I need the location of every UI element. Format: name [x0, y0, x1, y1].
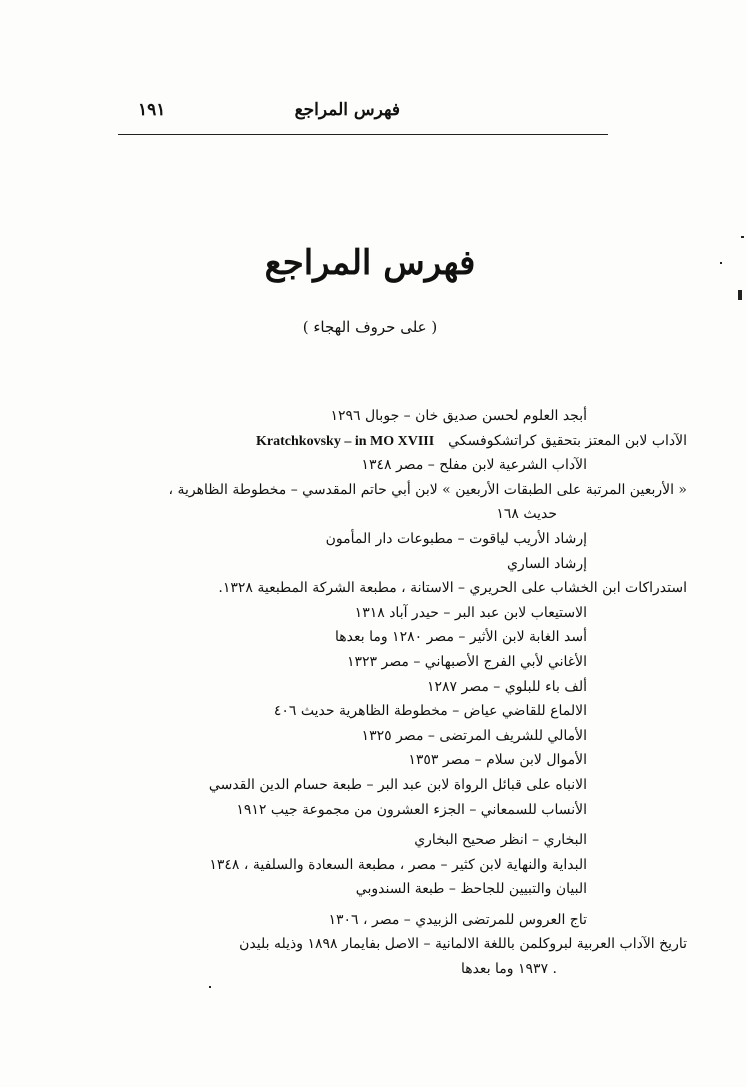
reference-entry: البيان والتبيين للجاحظ – طبعة السندوبي: [355, 881, 587, 898]
reference-entry: « الأربعين المرتبة على الطبقات الأربعين » لابن أبي حاتم المقدسي – مخطوطة الظاهرية ،: [168, 481, 687, 498]
reference-entry-continuation: حديث ١٦٨: [496, 506, 557, 523]
reference-entry: الأنساب للسمعاني – الجزء العشرون من مجموعة جيب ١٩١٢: [236, 801, 587, 818]
running-title: فهرس المراجع: [294, 100, 400, 120]
reference-entry: الآداب لابن المعتز بتحقيق كراتشكوفسكيKratchkovsky – in MO XVIII: [127, 429, 687, 454]
reference-entry: إرشاد الأريب لياقوت – مطبوعات دار المأمون: [325, 530, 587, 547]
reference-entry: الآداب الشرعية لابن مفلح – مصر ١٣٤٨: [361, 457, 587, 474]
reference-entry: الانباه على قبائل الرواة لابن عبد البر – طبعة حسام الدين القدسي: [208, 776, 587, 793]
reference-entry: البخاري – انظر صحيح البخاري: [414, 832, 587, 849]
reference-entry: الاستيعاب لابن عبد البر – حيدر آباد ١٣١٨: [354, 604, 587, 621]
reference-entry: إرشاد الساري: [507, 555, 587, 572]
reference-entry: أبجد العلوم لحسن صديق خان – جوبال ١٢٩٦: [330, 408, 587, 424]
margin-mark: [209, 986, 211, 988]
reference-entry: البداية والنهاية لابن كثير – مصر ، مطبعة السعادة والسلفية ، ١٣٤٨: [209, 856, 587, 873]
reference-entry-continuation: . ١٩٣٧ وما بعدها: [460, 961, 557, 978]
margin-mark: [741, 236, 744, 238]
reference-list: [127, 404, 687, 982]
reference-entry: أسد الغابة لابن الأثير – مصر ١٢٨٠ وما بعدها: [334, 629, 587, 646]
page-number: ١٩١: [138, 100, 166, 120]
reference-entry: استدراكات ابن الخشاب على الحريري – الاستانة ، مطبعة الشركة المطبعية ١٣٢٨.: [218, 580, 687, 597]
reference-latin-note: Kratchkovsky – in MO XVIII: [256, 433, 435, 449]
reference-entry: ألف باء للبلوي – مصر ١٢٨٧: [426, 678, 587, 695]
margin-mark: [720, 262, 722, 264]
header-rule: [118, 134, 608, 135]
margin-mark: [738, 290, 742, 300]
reference-entry: الأغاني لأبي الفرج الأصبهاني – مصر ١٣٢٣: [347, 653, 587, 670]
running-header: [110, 100, 610, 132]
page-title: فهرس المراجع: [264, 243, 476, 283]
reference-entry: تاج العروس للمرتضى الزبيدي – مصر ، ١٣٠٦: [328, 911, 587, 928]
page-subtitle: ( على حروف الهجاء ): [302, 318, 438, 336]
reference-entry: الالماع للقاضي عياض – مخطوطة الظاهرية حديث ٤٠٦: [273, 703, 587, 720]
reference-entry: الأموال لابن سلام – مصر ١٣٥٣: [408, 752, 587, 769]
reference-entry: تاريخ الآداب العربية لبروكلمن باللغة الالمانية – الاصل بفايمار ١٨٩٨ وذيله بليدن: [239, 936, 687, 953]
reference-entry: الأمالي للشريف المرتضى – مصر ١٣٢٥: [361, 727, 587, 744]
